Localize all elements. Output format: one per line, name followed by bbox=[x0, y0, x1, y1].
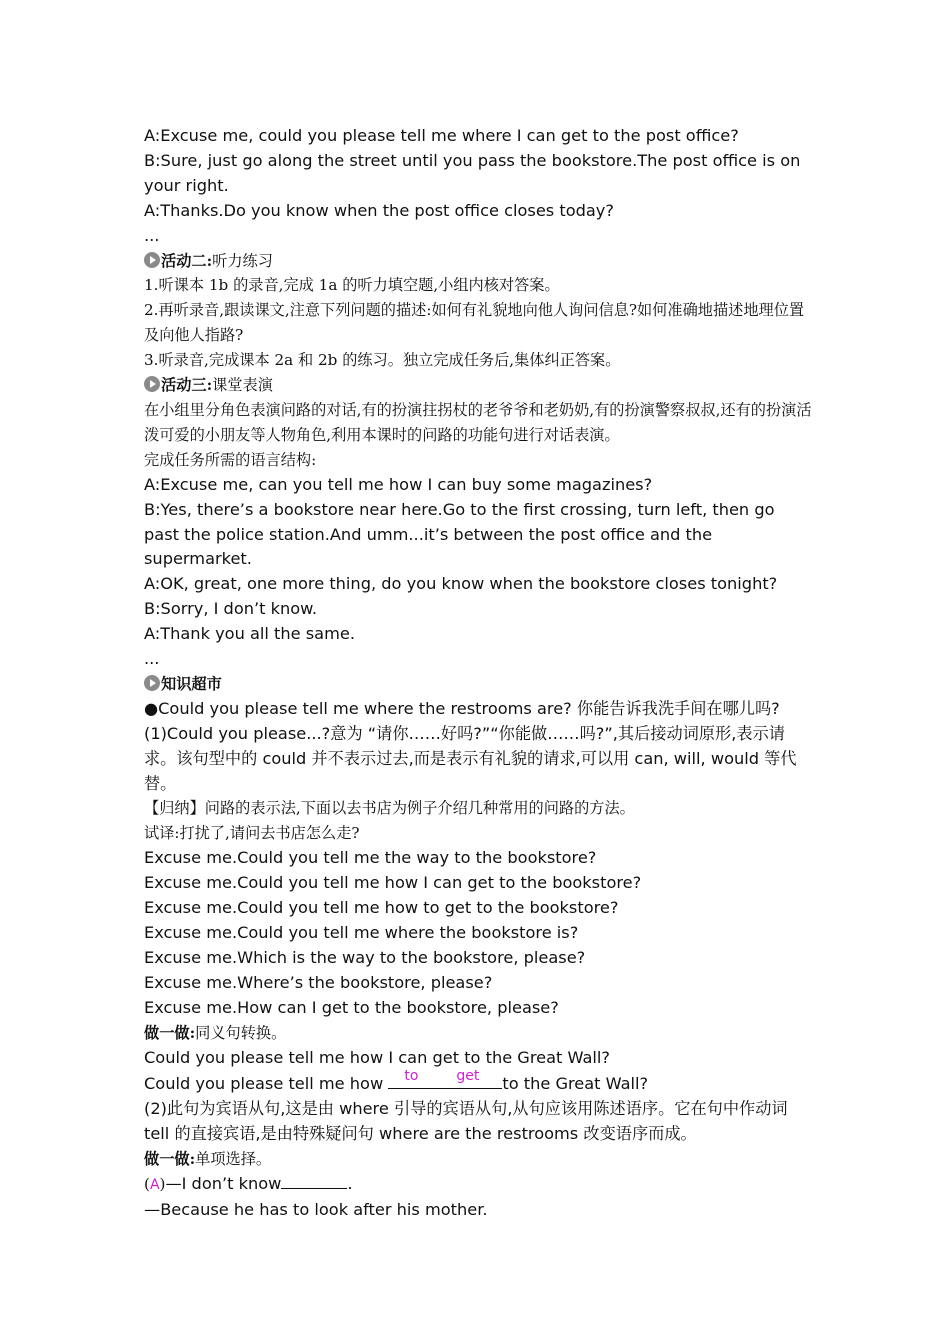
example-sentence: Excuse me.How can I get to the bookstore, please? bbox=[144, 997, 559, 1017]
exercise2-label: 做一做: bbox=[144, 1150, 196, 1169]
arrow-circle-icon bbox=[144, 252, 160, 268]
key-sentence: ●Could you please tell me where the restrooms are? 你能告诉我洗手间在哪儿吗? bbox=[144, 698, 780, 718]
answer-blank[interactable] bbox=[281, 1174, 347, 1189]
dialogue1-line: B:Sure, just go along the street until you pass the bookstore.The post office is on your right. bbox=[144, 150, 801, 195]
exercise1-prefix: Could you please tell me how bbox=[144, 1074, 389, 1094]
exercise2-question bbox=[144, 1172, 812, 1198]
dialogue2-line: B:Sorry, I don’t know. bbox=[144, 599, 318, 619]
translate-prompt: 试译:打扰了,请问去书店怎么走? bbox=[144, 824, 360, 843]
activity2-item: 1.听课本 1b 的录音,完成 1a 的听力填空题,小组内核对答案。 bbox=[144, 276, 560, 295]
dialogue2-line: A:OK, great, one more thing, do you know when the bookstore closes tonight? bbox=[144, 574, 778, 594]
ellipsis: ... bbox=[144, 649, 160, 669]
note-1: (1)Could you please...?意为 “请你……好吗?”“你能做……吗?”,其后接动词原形,表示请求。该句型中的 could 并不表示过去,而是表示有礼貌的请求,可以用 can, will, would 等代替。 bbox=[144, 723, 797, 793]
exercise1-sentence: Could you please tell me how I can get to the Great Wall? bbox=[144, 1047, 610, 1067]
summary: 【归纳】问路的表示法,下面以去书店为例子介绍几种常用的问路的方法。 bbox=[144, 799, 635, 818]
activity3-heading bbox=[144, 373, 812, 398]
activity2-item: 2.再听录音,跟读课文,注意下列问题的描述:如何有礼貌地向他人询问信息?如何准确地描述地理位置及向他人指路? bbox=[144, 301, 805, 345]
activity3-title: 活动三: bbox=[161, 376, 213, 395]
exercise1-instruction: 同义句转换。 bbox=[195, 1023, 287, 1042]
arrow-circle-icon bbox=[144, 675, 160, 691]
exercise2-reply: —Because he has to look after his mother. bbox=[144, 1199, 488, 1219]
exercise2-heading bbox=[144, 1147, 812, 1172]
dialogue1-line: A:Thanks.Do you know when the post office closes today? bbox=[144, 200, 614, 220]
example-sentence: Excuse me.Which is the way to the bookstore, please? bbox=[144, 947, 586, 967]
note-2: (2)此句为宾语从句,这是由 where 引导的宾语从句,从句应该用陈述语序。它在句中作动词 tell 的直接宾语,是由特殊疑问句 where are the restrooms 改变语序而成。 bbox=[144, 1099, 788, 1144]
dialogue1-line: A:Excuse me, could you please tell me where I can get to the post office? bbox=[144, 126, 739, 145]
arrow-circle-icon bbox=[144, 376, 160, 392]
answer-word: to bbox=[404, 1067, 419, 1084]
example-sentence: Excuse me.Could you tell me the way to the bookstore? bbox=[144, 848, 597, 868]
example-sentence: Excuse me.Could you tell me how I can get to the bookstore? bbox=[144, 873, 642, 893]
activity2-item: 3.听录音,完成课本 2a 和 2b 的练习。独立完成任务后,集体纠正答案。 bbox=[144, 351, 621, 370]
dialogue2-line: B:Yes, there’s a bookstore near here.Go to the first crossing, turn left, then go past the police station.And umm...it’s between the post office and the supermarket. bbox=[144, 499, 775, 569]
activity3-description: 在小组里分角色表演问路的对话,有的扮演拄拐杖的老爷爷和老奶奶,有的扮演警察叔叔,还有的扮演活泼可爱的小朋友等人物角色,利用本课时的问路的功能句进行对话表演。 bbox=[144, 400, 812, 444]
answer-word: get bbox=[456, 1067, 480, 1084]
example-sentence: Excuse me.Where’s the bookstore, please? bbox=[144, 972, 493, 992]
exercise2-instruction: 单项选择。 bbox=[195, 1150, 272, 1169]
example-sentence: Excuse me.Could you tell me how to get to the bookstore? bbox=[144, 898, 619, 918]
activity2-subtitle: 听力练习 bbox=[212, 251, 273, 270]
dialogue2-line: A:Excuse me, can you tell me how I can buy some magazines? bbox=[144, 474, 653, 494]
paren-close: ) bbox=[159, 1175, 166, 1194]
ellipsis: ... bbox=[144, 225, 160, 245]
choice-answer: A bbox=[149, 1177, 160, 1194]
structure-label: 完成任务所需的语言结构: bbox=[144, 450, 317, 469]
activity3-subtitle: 课堂表演 bbox=[212, 376, 273, 395]
knowledge-title: 知识超市 bbox=[161, 674, 222, 693]
exercise1-label: 做一做: bbox=[144, 1023, 196, 1042]
paren-open: ( bbox=[144, 1175, 150, 1194]
exercise1-suffix: to the Great Wall? bbox=[502, 1074, 649, 1094]
example-sentence: Excuse me.Could you tell me where the bookstore is? bbox=[144, 923, 579, 942]
activity2-heading bbox=[144, 249, 812, 274]
answer-blank[interactable] bbox=[388, 1067, 502, 1089]
document-body bbox=[144, 124, 812, 1223]
question-text: —I don’t know bbox=[165, 1174, 282, 1194]
knowledge-heading bbox=[144, 672, 812, 697]
dialogue2-line: A:Thank you all the same. bbox=[144, 624, 355, 644]
activity2-title: 活动二: bbox=[161, 251, 213, 270]
exercise1-heading bbox=[144, 1021, 812, 1046]
exercise1-blank-line bbox=[144, 1067, 812, 1097]
question-end: . bbox=[347, 1174, 353, 1194]
